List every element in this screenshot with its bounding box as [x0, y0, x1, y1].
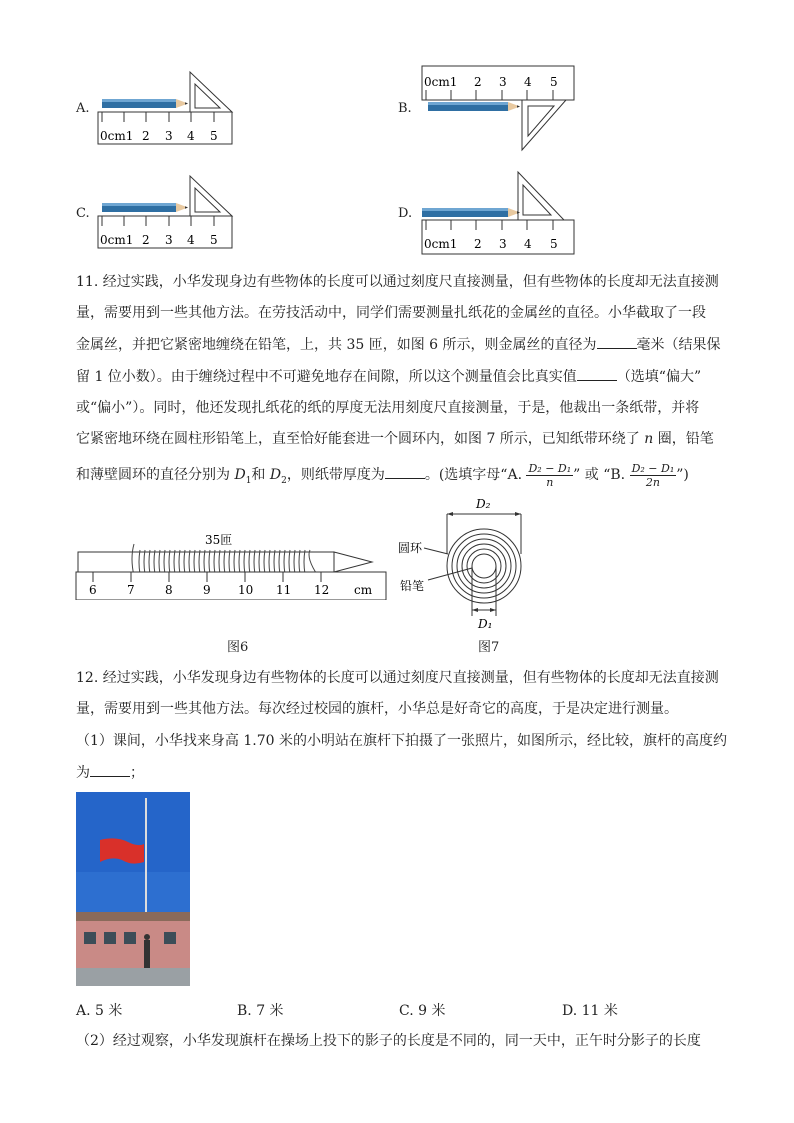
q11-line2: 量，需要用到一些其他方法。在劳技活动中，同学们需要测量扎纸花的金属丝的直径。小华截取了一段 — [76, 305, 706, 321]
q12-part2-line1: （2）经过观察，小华发现旗杆在操场上投下的影子的长度是不同的，同一天中，正午时分影子的长度 — [76, 1033, 701, 1049]
answer-blank-height[interactable] — [90, 762, 130, 777]
figure-7-caption: 图7 — [478, 640, 500, 655]
choice-b[interactable]: B. 7 米 — [237, 1003, 284, 1019]
svg-text:cm: cm — [354, 583, 373, 597]
fraction-a: $\frac{\text{D₂ − D₁}}{n}$ — [528, 461, 572, 489]
q12-line2: 量，需要用到一些其他方法。每次经过校园的旗杆，小华总是好奇它的高度，于是决定进行测量。 — [76, 701, 678, 717]
svg-text:4: 4 — [187, 129, 195, 143]
svg-text:铅笔: 铅笔 — [400, 579, 425, 593]
fraction-b: $\frac{\text{D₂ − D₁}}{2n}$ — [631, 461, 675, 489]
triangle-ruler-icon — [522, 100, 566, 150]
answer-blank-thickness[interactable] — [385, 464, 425, 479]
q11-line1: 11. 经过实践，小华发现身边有些物体的长度可以通过刻度尺直接测量，但有些物体的长度却无法直接测 — [76, 274, 719, 290]
option-b-figure — [418, 64, 578, 154]
option-a-label: A. — [76, 101, 90, 116]
svg-text:3: 3 — [499, 237, 507, 251]
figure-6-caption: 图6 — [227, 640, 249, 655]
svg-text:3: 3 — [165, 129, 173, 143]
option-c-label: C. — [76, 206, 90, 221]
svg-text:5: 5 — [550, 75, 558, 89]
figure-6 — [72, 528, 392, 600]
triangle-ruler-icon — [190, 176, 232, 216]
pencil-icon — [102, 99, 188, 108]
choice-c[interactable]: C. 9 米 — [399, 1003, 446, 1019]
svg-text:9: 9 — [203, 583, 211, 597]
svg-text:D₁: D₁ — [478, 617, 493, 631]
option-b-label: B. — [398, 101, 412, 116]
svg-text:2: 2 — [474, 75, 482, 89]
ruler-text-a0: 0cm1 — [100, 129, 134, 143]
pencil-icon — [102, 203, 188, 212]
svg-text:5: 5 — [550, 237, 558, 251]
answer-blank-diameter[interactable] — [597, 334, 637, 349]
answer-blank-error[interactable] — [577, 366, 617, 381]
svg-text:8: 8 — [165, 583, 173, 597]
triangle-ruler-icon — [190, 72, 232, 112]
option-d-label: D. — [398, 206, 413, 221]
svg-text:3: 3 — [165, 233, 173, 247]
turns-label: 35匝 — [205, 533, 233, 547]
q11-line3: 金属丝，并把它紧密地缠绕在铅笔，上，共 35 匝，如图 6 所示，则金属丝的直径为 毫米（结果保 — [76, 334, 716, 355]
svg-text:D₂: D₂ — [476, 497, 491, 511]
svg-text:4: 4 — [524, 75, 532, 89]
svg-text:4: 4 — [524, 237, 532, 251]
pencil-icon — [422, 208, 520, 217]
svg-text:6: 6 — [89, 583, 97, 597]
svg-text:2: 2 — [474, 237, 482, 251]
svg-text:圆环: 圆环 — [398, 541, 423, 555]
svg-text:10: 10 — [238, 583, 254, 597]
figure-7 — [394, 494, 534, 634]
svg-text:11: 11 — [276, 583, 292, 597]
svg-text:5: 5 — [210, 233, 218, 247]
flagpole-photo — [76, 792, 190, 986]
option-c-figure — [96, 172, 236, 252]
svg-text:5: 5 — [210, 129, 218, 143]
svg-text:0cm1: 0cm1 — [424, 237, 458, 251]
choice-d[interactable]: D. 11 米 — [562, 1003, 618, 1019]
q12-part1-line1: （1）课间，小华找来身高 1.70 米的小明站在旗杆下拍摄了一张照片，如图所示，经比较，旗杆的高度约 — [76, 733, 727, 749]
svg-text:12: 12 — [314, 583, 330, 597]
svg-text:0cm1: 0cm1 — [100, 233, 134, 247]
svg-text:0cm1: 0cm1 — [424, 75, 458, 89]
svg-text:3: 3 — [499, 75, 507, 89]
choice-a[interactable]: A. 5 米 — [76, 1003, 123, 1019]
svg-text:2: 2 — [142, 233, 150, 247]
ring-coil-icon — [447, 529, 521, 603]
svg-text:7: 7 — [127, 583, 135, 597]
svg-text:2: 2 — [142, 129, 150, 143]
q11-line6: 它紧密地环绕在圆柱形铅笔上，直至恰好能套进一个圆环内，如图 7 所示，已知纸带环绕了 n 圈，铅笔 — [76, 431, 714, 447]
option-d-figure — [418, 170, 578, 256]
q11-line7: 和薄壁圆环的直径分别为 $D_1$和 $D_2$，则纸带厚度为 。(选填字母“A. $\frac{\text{D₂ − D₁}}{n}$ ” 或 “B. $\frac{\text{D₂ − D₁}}{2n}$ ”) — [76, 461, 689, 489]
person-icon — [144, 940, 150, 968]
triangle-ruler-icon — [518, 172, 564, 220]
q11-line4: 留 1 位小数）。由于缠绕过程中不可避免地存在间隙，所以这个测量值会比真实值 （选填“偏大” — [76, 366, 716, 387]
pencil-icon — [428, 102, 520, 111]
q11-line5: 或“偏小”）。同时，他还发现扎纸花的纸的厚度无法用刻度尺直接测量，于是，他裁出一条纸带，并将 — [76, 400, 700, 416]
q12-part1-line2: 为 ； — [76, 762, 716, 783]
option-a-figure — [96, 68, 236, 148]
svg-text:4: 4 — [187, 233, 195, 247]
q12-line1: 12. 经过实践，小华发现身边有些物体的长度可以通过刻度尺直接测量，但有些物体的长度却无法直接测 — [76, 670, 719, 686]
